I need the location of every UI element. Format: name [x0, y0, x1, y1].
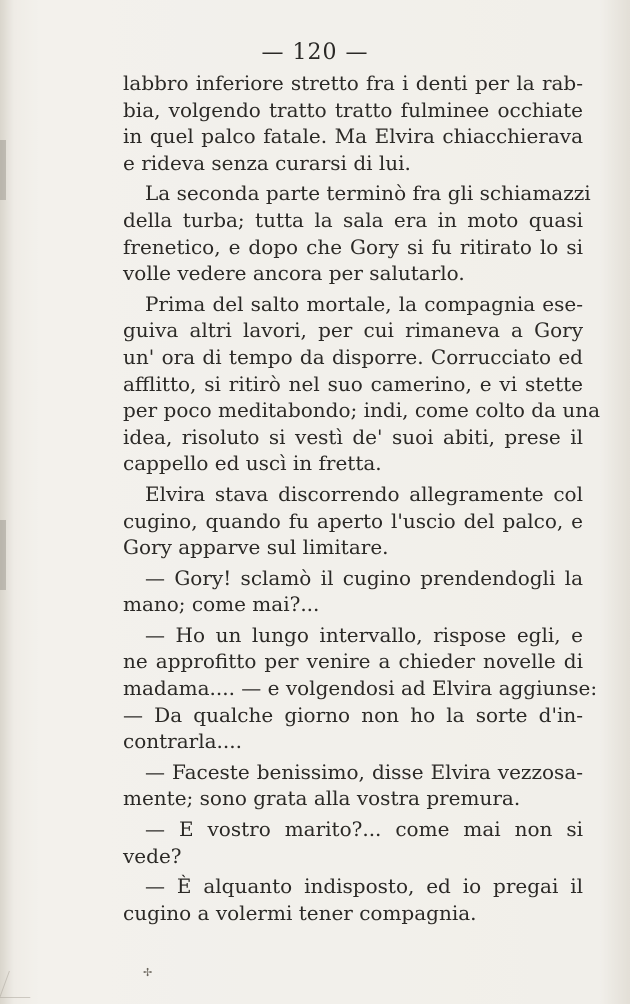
text-line: della turba; tutta la sala era in moto quasi: [123, 207, 583, 232]
text-line: volle vedere ancora per salutarlo.: [123, 261, 465, 286]
text-line: — Faceste benissimo, disse Elvira vezzosa-: [145, 759, 583, 784]
paragraph: [123, 759, 583, 812]
text-line: labbro inferiore stretto fra i denti per la rab-: [123, 71, 583, 95]
text-line: afflitto, si ritirò nel suo camerino, e vi stette: [123, 371, 583, 396]
text-line: — Da qualche giorno non ho la sorte d'in-: [123, 702, 583, 727]
paragraph: [123, 291, 601, 477]
paragraph: [123, 816, 583, 869]
text-line: idea, risoluto si vestì de' suoi abiti, prese il: [123, 424, 583, 449]
paragraph: [123, 481, 583, 561]
page-corner-curl: [0, 971, 40, 998]
text-line: ne approfitto per venire a chieder novelle di: [123, 649, 583, 674]
text-line: — È alquanto indisposto, ed io pregai il: [145, 874, 583, 899]
text-line: cugino a volermi tener compagnia.: [123, 900, 477, 925]
text-line: mano; come mai?...: [123, 592, 320, 617]
paragraph: [123, 180, 591, 286]
text-line: per poco meditabondo; indi, come colto da una: [123, 398, 601, 423]
text-line: cappello ed uscì in fretta.: [123, 451, 382, 476]
body-text: [123, 70, 601, 930]
text-line: contrarla....: [123, 729, 242, 754]
text-line: mente; sono grata alla vostra premura.: [123, 786, 521, 811]
text-line: in quel palco fatale. Ma Elvira chiacchierava: [123, 124, 583, 149]
paragraph: [123, 70, 583, 176]
text-line: e rideva senza curarsi di lui.: [123, 150, 411, 175]
text-line: La seconda parte terminò fra gli schiamazzi: [145, 181, 591, 206]
text-line: Elvira stava discorrendo allegramente col: [145, 481, 583, 506]
text-line: bia, volgendo tratto tratto fulminee occhiate: [123, 97, 583, 122]
page-edge-shadow: [0, 140, 6, 200]
text-line: — Gory! sclamò il cugino prendendogli la: [145, 565, 583, 590]
text-line: madama.... — e volgendosi ad Elvira aggiunse:: [123, 676, 598, 701]
text-line: guiva altri lavori, per cui rimaneva a Gory: [123, 318, 583, 343]
text-line: vede?: [123, 843, 182, 868]
text-line: Gory apparve sul limitare.: [123, 535, 389, 560]
paragraph: [123, 565, 583, 618]
text-line: un' ora di tempo da disporre. Corrucciato ed: [123, 344, 583, 369]
paragraph: [123, 622, 598, 755]
page-number: — 120 —: [261, 40, 369, 65]
text-line: cugino, quando fu aperto l'uscio del palco, e: [123, 508, 583, 533]
text-line: — E vostro marito?... come mai non si: [145, 817, 583, 842]
paragraph: [123, 873, 583, 926]
page-edge-shadow: [0, 520, 6, 590]
text-line: Prima del salto mortale, la compagnia ese-: [145, 291, 583, 316]
text-line: — Ho un lungo intervallo, rispose egli, e: [145, 622, 583, 647]
printer-mark: ✢: [143, 966, 153, 979]
text-line: frenetico, e dopo che Gory si fu ritirato lo si: [123, 234, 583, 259]
